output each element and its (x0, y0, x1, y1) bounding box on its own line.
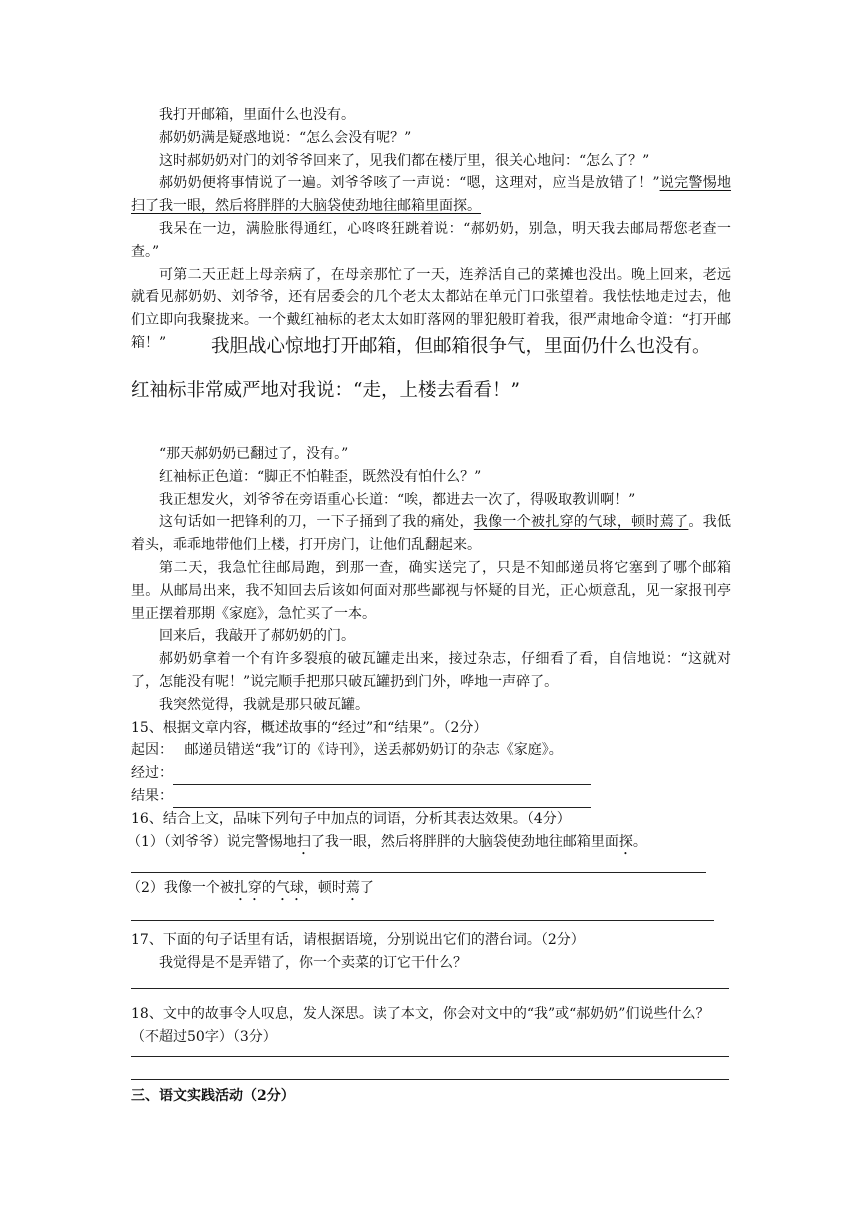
q16-1-text: （1）（刘爷爷）说完警惕地 (127, 833, 297, 850)
paragraph: 我呆在一边，满脸胀得通红，心咚咚狂跳着说：“郝奶奶，别急，明天我去邮局帮您老查一查。” (131, 220, 731, 260)
paragraph-large: 我胆战心惊地打开邮箱，但邮箱很争气，里面仍什么也没有。 (211, 336, 711, 357)
question-16-item-1 (127, 831, 731, 858)
paragraph: 可第二天正赶上母亲病了，在母亲那忙了一天，连养活自己的菜摊也没出。晚上回来，老远就看见郝奶奶、刘爷爷，还有居委会的几个老太太都站在单元门口张望着。我怯怯地走过去，他们立即向我聚拢来。一个戴红袖标的老太太如盯落网的罪犯般盯着我，很严肃地命令道：“打开邮箱！” (131, 266, 731, 351)
question-16: 16、结合上文，品味下列句子中加点的词语，分析其表达效果。（4分） (131, 810, 571, 827)
paragraph-text: 。我低着头，乖乖地带他们上楼，打开房门，让他们乱翻起来。 (131, 514, 732, 554)
q16-2-text: 了 (359, 880, 374, 896)
paragraph: 回来后，我敲开了郝奶奶的门。 (159, 628, 355, 645)
paragraph: 这时郝奶奶对门的刘爷爷回来了，见我们都在楼厅里，很关心地问：“怎么了？” (159, 152, 650, 169)
dotted-word: 气球 (275, 880, 304, 896)
question-15-process (131, 762, 731, 785)
dotted-word: 扫 (296, 833, 311, 850)
paragraph (131, 511, 731, 557)
q16-2-text: （2）我像一个被 (127, 880, 234, 896)
result-label: 结果： (131, 787, 173, 804)
paragraph: 我突然觉得，我就是那只破瓦罐。 (159, 696, 369, 713)
answer-line-17[interactable] (131, 988, 729, 989)
q16-1-text: 。 (632, 833, 647, 850)
paragraph: 第二天，我急忙往邮局跑，到那一查，确实送完了，只是不知邮递员将它塞到了哪个邮箱里。从邮局出来，我不知回去后该如何面对那些鄙视与怀疑的目光，正心烦意乱，见一家报刊亭里正摆着那期《家庭》，急忙买了一本。 (131, 559, 731, 622)
paragraph: 我打开邮箱，里面什么也没有。 (159, 107, 355, 123)
dotted-word: 探 (618, 833, 633, 850)
question-16-item-2 (127, 877, 727, 904)
question-15-result (131, 785, 731, 808)
dotted-word: 扎穿 (233, 880, 262, 896)
question-15: 15、根据文章内容，概述故事的“经过”和“结果”。（2分） (131, 719, 488, 736)
paragraph-text: 这句话如一把锋利的刀，一下子捅到了我的痛处， (159, 514, 474, 531)
q16-2-text: ，顿时 (303, 880, 346, 896)
paragraph: “那天郝奶奶已翻过了，没有。” (159, 446, 349, 462)
answer-line-18-2[interactable] (131, 1079, 729, 1080)
paragraph: 郝奶奶满是疑惑地说：“怎么会没有呢？” (159, 129, 412, 146)
question-15-cause: 起因： 邮递员错送“我”订的《诗刊》，送丢郝奶奶订的杂志《家庭》。 (131, 742, 563, 759)
paragraph: 我正想发火，刘爷爷在旁语重心长道：“唉，都进去一次了，得吸取教训啊！” (159, 491, 636, 508)
answer-line-16-2[interactable] (131, 920, 714, 921)
process-answer-line[interactable] (173, 770, 591, 785)
dotted-word: 蔫 (345, 880, 360, 896)
story-text-part1 (131, 104, 731, 355)
question-18: 18、文中的故事令人叹息，发人深思。读了本文，你会对文中的“我”或“郝奶奶”们说些什么？（不超过50字）（3分） (131, 1006, 710, 1045)
result-answer-line[interactable] (173, 793, 591, 808)
answer-line-18-1[interactable] (131, 1056, 729, 1057)
answer-line-16-1[interactable] (131, 872, 706, 873)
underlined-sentence: 说完警惕地扫了我一眼，然后将胖胖的大脑袋使劲地往邮箱里面探。 (131, 175, 732, 215)
paragraph-text: 郝奶奶便将事情说了一遍。刘爷爷咳了一声说：“嗯，这理对，应当是放错了！” (159, 175, 660, 192)
paragraph: 红袖标正色道：“脚正不怕鞋歪，既然没有怕什么？” (159, 468, 482, 485)
section-3-heading: 三、语文实践活动（2分） (131, 1088, 295, 1104)
question-17: 17、下面的句子话里有话，请根据语境，分别说出它们的潜台词。（2分） (131, 932, 585, 948)
story-text-part2 (127, 443, 732, 858)
question-17-sentence: 我觉得是不是弄错了，你一个卖菜的订它干什么？ (159, 955, 467, 971)
paragraph: 郝奶奶拿着一个有许多裂痕的破瓦罐走出来，接过杂志，仔细看了看，自信地说：“这就对了，怎能没有呢！”说完顺手把那只破瓦罐扔到门外，哗地一声碎了。 (131, 651, 731, 690)
q16-1-text: 了我一眼，然后将胖胖的大脑袋使劲地往邮箱里面 (310, 833, 619, 850)
paragraph (131, 172, 731, 218)
process-label: 经过： (131, 765, 173, 782)
paragraph-large: 红袖标非常威严地对我说：“走，上楼去看看！” (131, 380, 520, 401)
underlined-sentence: 我像一个被扎穿的气球，顿时蔫了 (473, 514, 689, 531)
q16-2-text: 的 (261, 880, 276, 896)
